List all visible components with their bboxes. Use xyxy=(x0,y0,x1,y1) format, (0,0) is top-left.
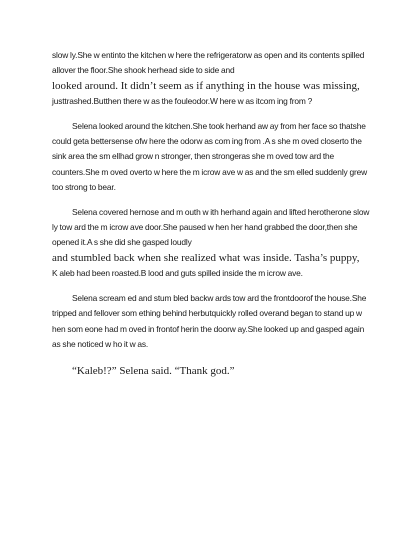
paragraph-1-line-1: slow ly.She w entinto the kitchen w here the refrigeratorw as open and its contents spilled allover the floor.She shook herhead side to side and xyxy=(52,50,365,76)
paragraph-1-line-3: justtrashed.Butthen there w as the fouleodor.W here w as itcom ing from ? xyxy=(52,96,313,107)
paragraph-2: Selena looked around the kitchen.She took herhand aw ay from her face so thatshe could geta bettersense ofw here the odorw as com ing from .A s she m oved closerto the sink area the sm ellhad grow n stronger, then strongeras she m oved tow ard the counters.She m oved overto w here the m icrow ave w as and the sm elled suddenly grew too strong to bear. xyxy=(52,120,367,193)
paragraph-1-line-2: looked around. It didn’t seem as if anything in the house was missing, xyxy=(52,79,360,92)
paragraph-3-line-1: Selena covered hernose and m outh w ith herhand again and lifted herotherone slow ly tow ard the m icrow ave door.She paused w hen her hand grabbed the door,then she opened it.A s she did she gasped loudly xyxy=(52,206,370,248)
paragraph-3-line-2: and stumbled back when she realized what was inside. Tasha’s puppy, xyxy=(52,251,360,264)
paragraph-1 xyxy=(52,48,370,110)
paragraph-4: Selena scream ed and stum bled backw ards tow ard the frontdoorof the house.She tripped and fellover som ething behind herbutquickly rolled overand began to stand up w hen som eone had m oved in frontof herin the doorw ay.She looked up and gasped again as she noticed w ho it w as. xyxy=(52,292,367,349)
paragraph-3-line-3: K aleb had been roasted.B lood and guts spilled inside the m icrow ave. xyxy=(52,268,303,279)
paragraph-3 xyxy=(52,205,370,282)
dialogue-line: “Kaleb!?” Selena said. “Thank god.” xyxy=(72,365,235,378)
